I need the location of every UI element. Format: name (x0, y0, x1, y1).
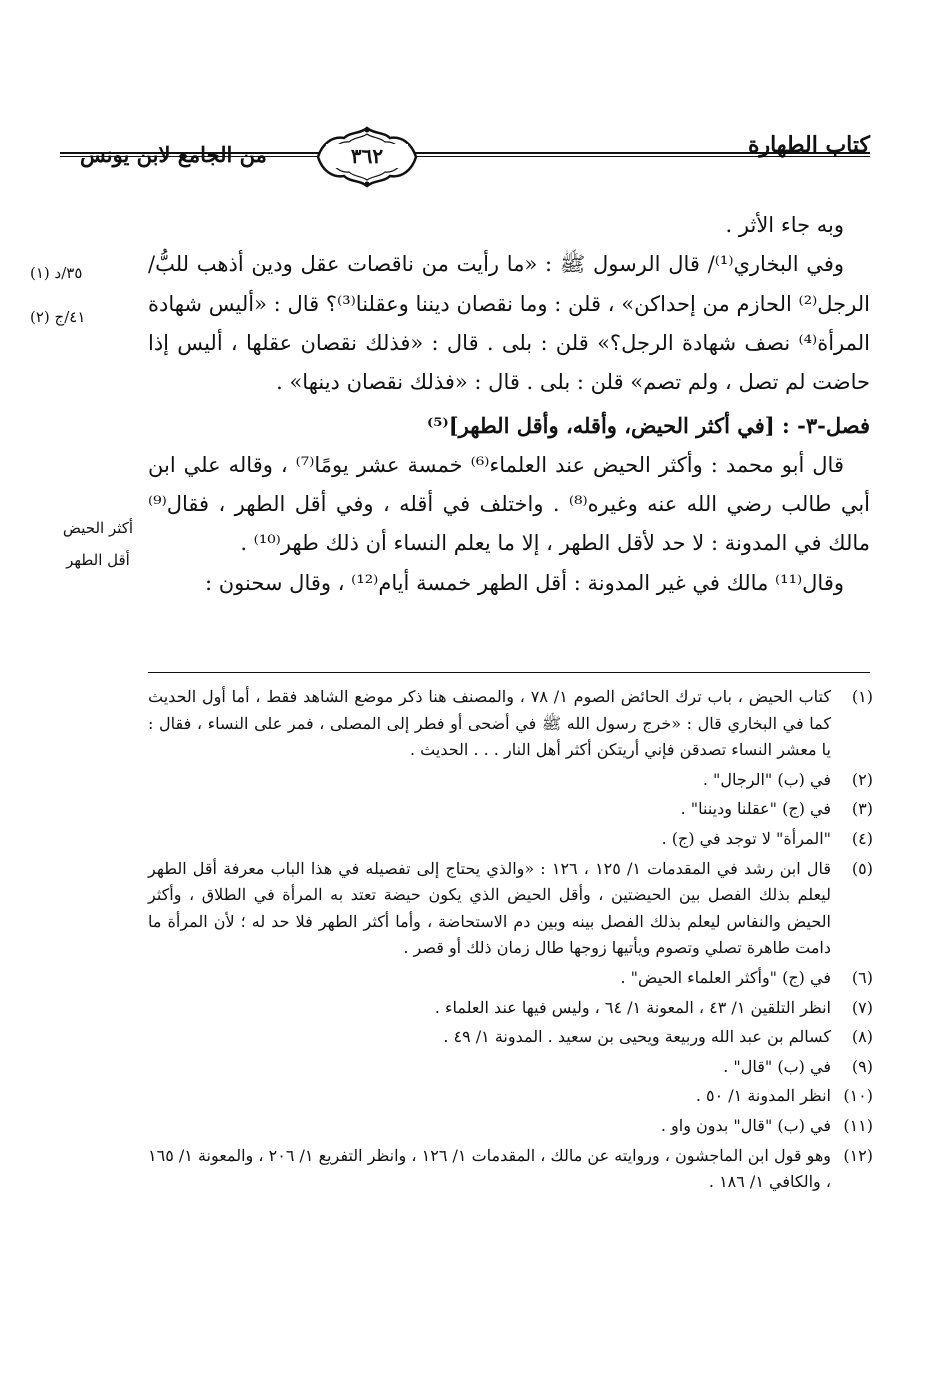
footnote-text: في (ج) "عقلنا وديننا" . (680, 799, 831, 819)
footnote-text: قال ابن رشد في المقدمات ١/ ١٢٥ ، ١٢٦ : «والذي يحتاج إلى تفصيله في هذا الباب معرفة أقل الطهر ليعلم بذلك الفصل بين الحيضتين ، وأقل الحيض الذي يكون حيضة تعتد به المرأة في الطلاق ، وأكثر الحيض والنفاس ليعلم بذلك الفصل بينه وبين دم الاستحاضة ، وأما أكثر الطهر فلا حد له ؛ لأن المرأة ما دامت طاهرة تصلي وتصوم ويأتيها زوجها طال زمان ذلك أو قصر . (148, 858, 831, 958)
footnote-text: كتاب الحيض ، باب ترك الحائض الصوم ١/ ٧٨ ، والمصنف هنا ذكر موضع الشاهد فقط ، أما أول الحديث كما في البخاري قال : «خرج رسول الله ﷺ في أضحى أو فطر إلى المصلى ، فمر على النساء ، فقال : يا معشر النساء تصدقن فإني أريتكن أكثر أهل النار . . . الحديث . (148, 687, 831, 760)
footnote-number: (١) (851, 687, 873, 706)
footnote-number: (١٢) (843, 1145, 873, 1165)
footnote (148, 826, 873, 853)
footnote (148, 796, 873, 823)
footnote (148, 767, 873, 794)
footnote (148, 965, 873, 992)
page-header (60, 120, 870, 190)
footnote (148, 856, 873, 962)
footnote-number: (٩) (851, 1056, 873, 1076)
footnote (148, 1083, 873, 1110)
paragraph-1: وبه جاء الأثر . (725, 213, 844, 237)
margin-ref-1: ٣٥/د (١) (30, 264, 83, 282)
section-title: فصل-٣- : [في أكثر الحيض، وأقله، وأقل الطهر]⁽⁵⁾ (427, 413, 870, 439)
margin-note-min-purity: أقل الطهر (66, 551, 130, 569)
footnote-number: (٤) (851, 828, 873, 848)
paragraph-4: وقال⁽¹¹⁾ مالك في غير المدونة : أقل الطهر خمسة أيام⁽¹²⁾ ، وقال سحنون : (205, 570, 844, 595)
footnote-text: كسالم بن عبد الله وربيعة ويحيى بن سعيد . المدونة ١/ ٤٩ . (443, 1027, 831, 1047)
footnote-number: (٧) (851, 997, 873, 1017)
footnote-text: في (ب) "قال" . (723, 1056, 831, 1076)
page-number: ٣٦٢ (326, 144, 408, 168)
footnote-number: (٦) (851, 967, 873, 987)
margin-ref-2: ٤١/ج (٢) (30, 308, 86, 326)
page-number-ornament (312, 126, 422, 188)
margin-note-max-menstruation: أكثر الحيض (62, 519, 134, 537)
footnote (148, 1113, 873, 1140)
footnote-number: (١١) (843, 1115, 873, 1135)
footnote (148, 1054, 873, 1081)
footnote (148, 1143, 873, 1196)
paragraph-2: وفي البخاري⁽¹⁾/ قال الرسول ﷺ : «ما رأيت من ناقصات عقل ودين أذهب للبُّ/ الرجل⁽²⁾ الحازم من إحداكن» ، قلن : وما نقصان ديننا وعقلنا⁽³⁾؟ قال : «أليس شهادة المرأة⁽⁴⁾ نصف شهادة الرجل؟» قلن : بلى . قال : «فذلك نقصان عقلها ، أليس إذا حاضت لم تصل ، ولم تصم» قلن : بلى . قال : «فذلك نقصان دينها» . (148, 252, 870, 395)
footnote-number: (٣) (851, 799, 873, 819)
footnote-text: انظر التلقين ١/ ٤٣ ، المعونة ١/ ٦٤ ، وليس فيها عند العلماء . (434, 997, 831, 1017)
footnote (148, 995, 873, 1022)
footnote-text: في (ج) "وأكثر العلماء الحيض" . (620, 967, 831, 987)
footnote-text: وهو قول ابن الماجشون ، وروايته عن مالك ، المقدمات ١/ ١٢٦ ، وانظر التفريع ١/ ٢٠٦ ، والمعونة ١/ ١٦٥ ، والكافي ١/ ١٨٦ . (148, 1145, 831, 1192)
paragraph-3: قال أبو محمد : وأكثر الحيض عند العلماء⁽⁶⁾ خمسة عشر يومًا⁽⁷⁾ ، وقاله علي ابن أبي طالب رضي الله عنه وغيره⁽⁸⁾ . واختلف في أقله ، وفي أقل الطهر ، فقال⁽⁹⁾ مالك في المدونة : لا حد لأقل الطهر ، إلا ما يعلم النساء أن ذلك طهر⁽¹⁰⁾ . (148, 452, 870, 556)
margin-topic-notes (48, 512, 148, 576)
footnote-text: انظر المدونة ١/ ٥٠ . (695, 1086, 831, 1106)
footnote-number: (١٠) (843, 1086, 873, 1106)
footnote (148, 684, 873, 764)
footnote-text: في (ب) "قال" بدون واو . (660, 1115, 831, 1135)
main-text (148, 206, 870, 603)
series-title: من الجامع لابن يونس (80, 142, 267, 167)
book-title: كتاب الطهارة (747, 132, 870, 158)
footnote-separator (148, 672, 870, 673)
footnote-text: "المرأة" لا توجد في (ج) . (661, 828, 831, 848)
footnote-number: (٨) (851, 1027, 873, 1047)
footnote-text: في (ب) "الرجال" . (702, 769, 831, 789)
footnote-number: (٥) (851, 858, 873, 878)
footnotes (148, 684, 873, 1199)
footnote-number: (٢) (851, 769, 873, 789)
footnote (148, 1024, 873, 1051)
